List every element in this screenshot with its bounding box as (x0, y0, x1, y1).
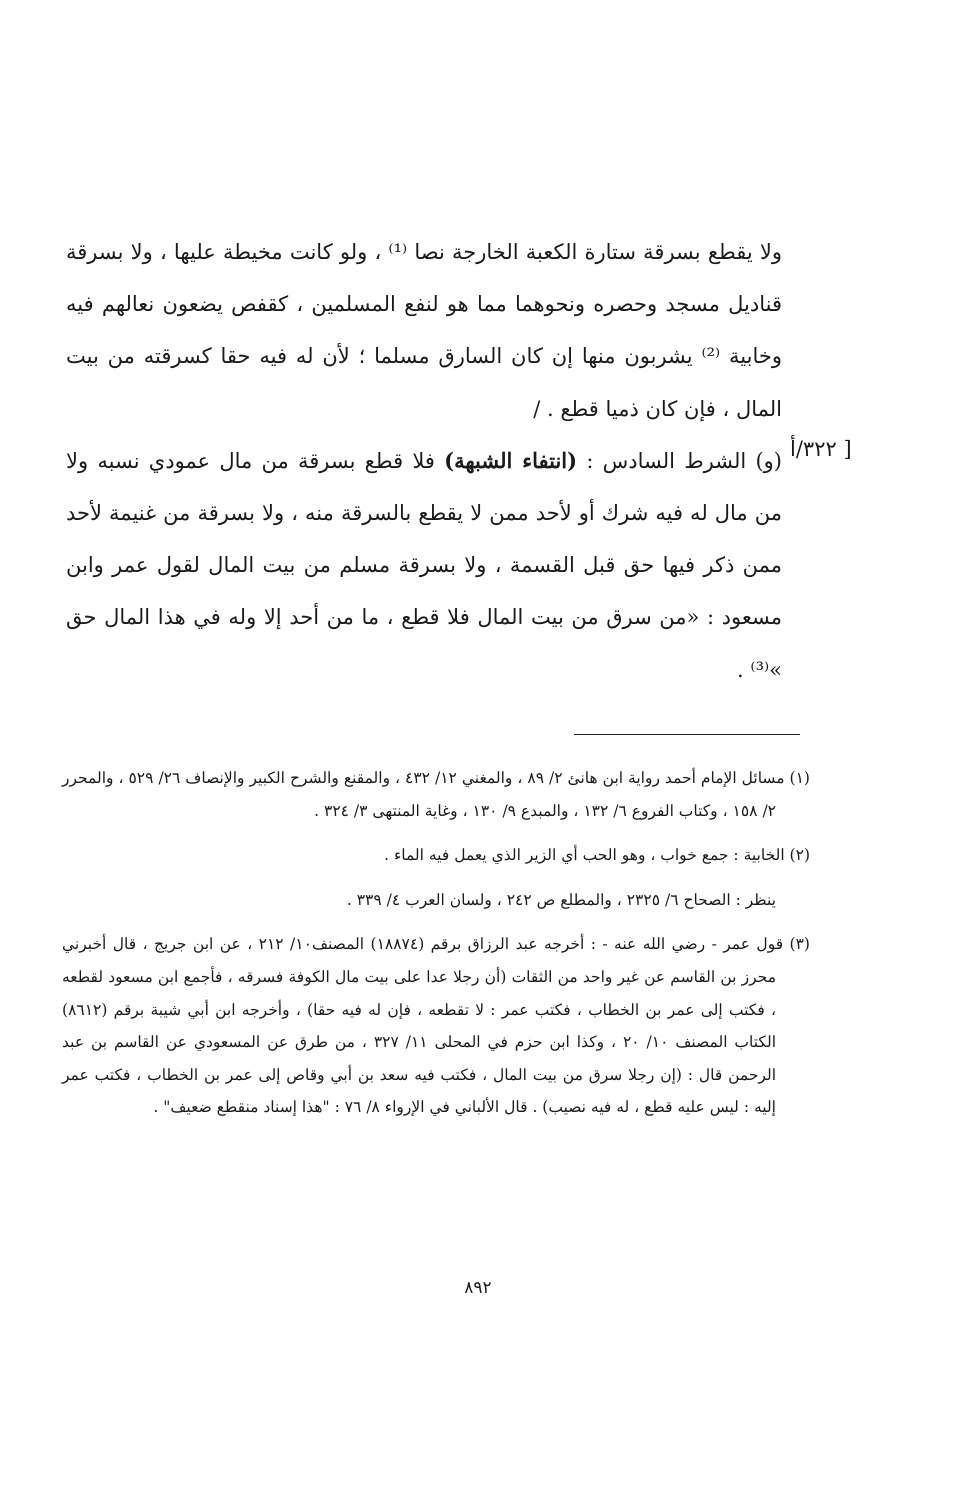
footnote-2: (٢) الخابية : جمع خواب ، وهو الحب أي الزير الذي يعمل فيه الماء . (384, 846, 810, 865)
page-number: ٨٩٢ (464, 1278, 492, 1298)
paragraph-2 (66, 435, 782, 696)
paragraph-2-prefix: (و) الشرط السادس : (577, 448, 782, 473)
paragraph-1: ولا يقطع بسرقة ستارة الكعبة الخارجة نصا ⁽¹⁾ ، ولو كانت مخيطة عليها ، ولا بسرقة قناديل مسجد وحصره ونحوهما مما هو لنفع المسلمين ، كقفص يضعون نعالهم فيه وخابية ⁽²⁾ يشربون منها إن كان السارق مسلما ؛ لأن له فيه حقا كسرقته من بيت المال ، فإن كان ذميا قطع . / (66, 240, 783, 421)
footnote-3: (٣) قول عمر - رضي الله عنه - : أخرجه عبد الرزاق برقم (١٨٨٧٤) المصنف١٠/ ٢١٢ ، عن ابن جريج ، قال أخبرني محرز بن القاسم عن غير واحد من الثقات (أن رجلا عدا على بيت مال الكوفة فسرقه ، فأجمع ابن مسعود لقطعه ، فكتب إلى عمر بن الخطاب ، فكتب عمر : لا تقطعه ، فإن له فيه حقا) ، وأخرجه ابن أبي شيبة برقم (٨٦١٢) الكتاب المصنف ١٠/ ٢٠ ، وكذا ابن حزم في المحلى ١١/ ٣٢٧ ، من طرق عن المسعودي عن القاسم بن عبد الرحمن قال : (إن رجلا سرق من بيت المال ، فكتب فيه سعد بن أبي وقاص إلى عمر بن الخطاب ، فكتب عمر إليه : ليس عليه قطع ، له فيه نصيب) . قال الألباني في الإرواء ٨/ ٧٦ : "هذا إسناد منقطع ضعيف" . (62, 935, 810, 1117)
footnote-separator (574, 734, 800, 735)
manuscript-folio-marker: [ ٣٢٢/أ (790, 437, 852, 461)
footnote-1: (١) مسائل الإمام أحمد رواية ابن هانئ ٢/ ٨٩ ، والمغني ١٢/ ٤٣٢ ، والمقنع والشرح الكبير والإنصاف ٢٦/ ٥٢٩ ، والمحرر ٢/ ١٥٨ ، وكتاب الفروع ٦/ ١٣٢ ، والمبدع ٩/ ١٣٠ ، وغاية المنتهى ٣/ ٣٢٤ . (62, 769, 810, 820)
footnotes (62, 762, 810, 1136)
main-text-body (66, 226, 782, 696)
footnote-2-references: ينظر : الصحاح ٦/ ٢٣٢٥ ، والمطلع ص ٢٤٢ ، ولسان العرب ٤/ ٣٣٩ . (346, 890, 776, 909)
paragraph-2-text: فلا قطع بسرقة من مال عمودي نسبه ولا من مال له فيه شرك أو لأحد ممن لا يقطع بالسرقة منه ، ولا بسرقة من غنيمة لأحد ممن ذكر فيها حق قبل القسمة ، ولا بسرقة مسلم من بيت المال لقول عمر وابن مسعود : «من سرق من بيت المال فلا قطع ، ما من أحد إلا وله في هذا المال حق »⁽³⁾ . (66, 448, 782, 682)
paragraph-2-heading: (انتفاء الشبهة) (444, 447, 578, 473)
